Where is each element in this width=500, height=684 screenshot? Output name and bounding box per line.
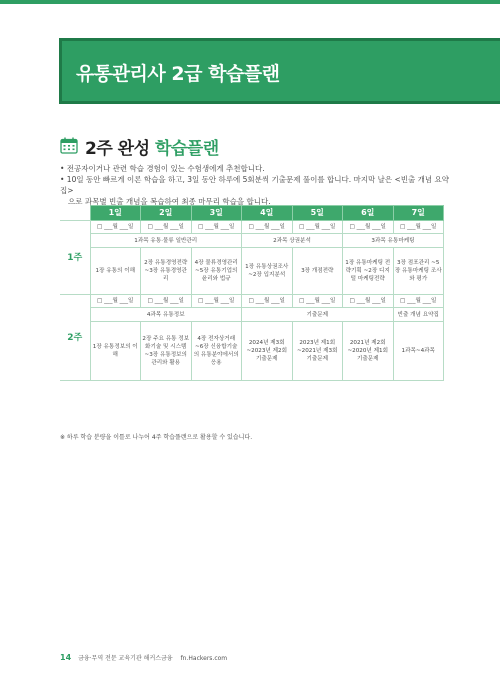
date-checkbox-field[interactable]: □ ___월 ___일 <box>343 221 394 234</box>
page-title: 유통관리사 2급 학습플랜 <box>76 63 280 85</box>
bullet-item: • 전공자이거나 관련 학습 경험이 있는 수험생에게 추천합니다. <box>60 164 265 173</box>
date-checkbox-field[interactable]: □ ___월 ___일 <box>242 221 293 234</box>
week-label: 2주 <box>60 295 90 381</box>
content-cell: 2장 유통경영전략 ~3장 유통경영관리 <box>141 248 192 295</box>
date-checkbox-field[interactable]: □ ___월 ___일 <box>191 221 242 234</box>
content-cell: 3장 점포관리 ~5장 유통마케팅 조사와 평가 <box>393 248 444 295</box>
content-cell: 1장 유통마케팅 전략기획 ~2장 디지털 마케팅전략 <box>343 248 394 295</box>
content-cell: 3장 개점전략 <box>292 248 343 295</box>
content-cell: 1장 유통의 이해 <box>90 248 141 295</box>
day-header: 1일 <box>90 206 141 221</box>
week2-date-row <box>60 295 444 308</box>
subject-cell: 2과목 상권분석 <box>242 234 343 248</box>
day-header: 2일 <box>141 206 192 221</box>
publisher-name: 금융·무역 전문 교육기관 해커스금융 <box>78 655 173 662</box>
date-checkbox-field[interactable]: □ ___월 ___일 <box>343 295 394 308</box>
content-cell: 2장 주요 유통 정보화기술 및 시스템 ~3장 유통정보의 관리와 활용 <box>141 322 192 381</box>
week-label: 1주 <box>60 221 90 295</box>
subject-cell: 4과목 유통정보 <box>90 308 242 322</box>
intro-bullets <box>60 163 450 207</box>
content-cell: 1장 유통상권조사 ~2장 입지분석 <box>242 248 293 295</box>
day-header-row <box>60 206 444 221</box>
day-header: 5일 <box>292 206 343 221</box>
content-cell: 4장 전자상거래 ~6장 신융합기술의 유통분야에서의 응용 <box>191 322 242 381</box>
date-checkbox-field[interactable]: □ ___월 ___일 <box>90 295 141 308</box>
date-checkbox-field[interactable]: □ ___월 ___일 <box>292 295 343 308</box>
date-checkbox-field[interactable]: □ ___월 ___일 <box>141 295 192 308</box>
date-checkbox-field[interactable]: □ ___월 ___일 <box>393 221 444 234</box>
content-cell: 1과목~4과목 <box>393 322 444 381</box>
title-banner <box>59 38 500 104</box>
content-cell: 2024년 제3회 ~2023년 제2회 기출문제 <box>242 322 293 381</box>
date-checkbox-field[interactable]: □ ___월 ___일 <box>393 295 444 308</box>
date-checkbox-field[interactable]: □ ___월 ___일 <box>191 295 242 308</box>
content-cell: 2021년 제2회 ~2020년 제1회 기출문제 <box>343 322 394 381</box>
bullet-item-continuation: 으로 과목별 빈출 개념을 복습하여 최종 마무리 학습을 합니다. <box>68 197 271 206</box>
week2-content-row <box>60 322 444 381</box>
corner-cell <box>60 206 90 221</box>
page-footer <box>60 653 227 662</box>
calendar-icon <box>60 137 78 154</box>
section-title-prefix: 2주 완성 <box>85 139 150 159</box>
section-title-highlight: 학습플랜 <box>154 139 219 159</box>
footnote: ※ 하루 학습 분량을 이틀로 나누어 4주 학습플랜으로 활용할 수 있습니다. <box>60 434 253 441</box>
content-cell: 2023년 제1회 ~2021년 제3회 기출문제 <box>292 322 343 381</box>
day-header: 7일 <box>393 206 444 221</box>
week2-subject-row <box>60 308 444 322</box>
subject-cell: 빈출 개념 요약집 <box>393 308 444 322</box>
subject-cell: 기출문제 <box>242 308 394 322</box>
bullet-item: • 10일 동안 빠르게 이론 학습을 하고, 3일 동안 하루에 5회분씩 기출문제 풀이를 합니다. 마지막 날은 <빈출 개념 요약집> <box>60 175 450 195</box>
week1-date-row <box>60 221 444 234</box>
day-header: 6일 <box>343 206 394 221</box>
day-header: 3일 <box>191 206 242 221</box>
date-checkbox-field[interactable]: □ ___월 ___일 <box>242 295 293 308</box>
top-accent-line <box>0 0 500 4</box>
subject-cell: 1과목 유통·물류 일반관리 <box>90 234 242 248</box>
date-checkbox-field[interactable]: □ ___월 ___일 <box>141 221 192 234</box>
date-checkbox-field[interactable]: □ ___월 ___일 <box>90 221 141 234</box>
subject-cell: 3과목 유통마케팅 <box>343 234 444 248</box>
week1-content-row <box>60 248 444 295</box>
date-checkbox-field[interactable]: □ ___월 ___일 <box>292 221 343 234</box>
page-number: 14 <box>60 653 72 662</box>
week1-subject-row <box>60 234 444 248</box>
section-title <box>85 134 219 159</box>
content-cell: 1장 유통정보의 이해 <box>90 322 141 381</box>
study-plan-table <box>60 205 444 381</box>
day-header: 4일 <box>242 206 293 221</box>
site-url: fn.Hackers.com <box>180 655 228 662</box>
content-cell: 4장 물류경영관리 ~5장 유통기업의 윤리와 법규 <box>191 248 242 295</box>
